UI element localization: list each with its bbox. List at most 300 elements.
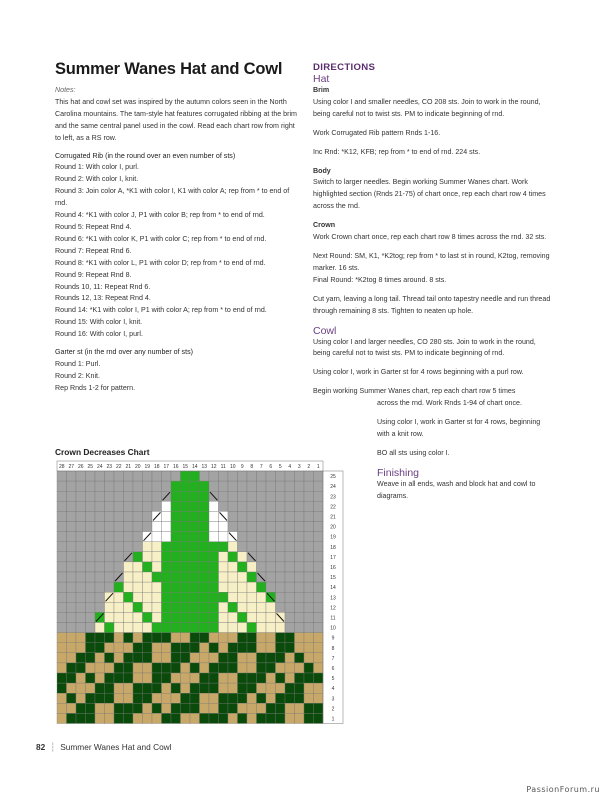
chart-cell (124, 633, 134, 643)
column-label: 12 (210, 464, 217, 470)
chart-cell (257, 542, 267, 552)
chart-svg (55, 460, 365, 734)
chart-cell (190, 592, 200, 602)
chart-cell (152, 653, 162, 663)
chart-cell (190, 643, 200, 653)
chart-cell (67, 532, 77, 542)
chart-cell (257, 673, 267, 683)
chart-cell (219, 643, 229, 653)
chart-cell (190, 511, 200, 521)
row-label: 17 (330, 554, 336, 561)
chart-cell (95, 542, 105, 552)
chart-cell (86, 501, 96, 511)
chart-cell (86, 572, 96, 582)
chart-cell (200, 683, 210, 693)
chart-cell (219, 663, 229, 673)
chart-cell (209, 532, 219, 542)
column-label: 17 (163, 464, 170, 470)
chart-cell (105, 703, 115, 713)
chart-cell (86, 481, 96, 491)
chart-cell (162, 572, 172, 582)
chart-cell (162, 542, 172, 552)
chart-cell (314, 522, 324, 532)
chart-cell (171, 653, 181, 663)
chart-cell (152, 703, 162, 713)
chart-cell (257, 552, 267, 562)
chart-cell (276, 552, 286, 562)
chart-cell (314, 481, 324, 491)
chart-cell (152, 673, 162, 683)
column-label: 19 (144, 464, 151, 470)
chart-cell (105, 562, 115, 572)
chart-cell (219, 653, 229, 663)
chart-cell (114, 643, 124, 653)
chart-cell (57, 653, 67, 663)
chart-cell (143, 602, 153, 612)
chart-cell (76, 673, 86, 683)
chart-cell (162, 693, 172, 703)
chart-cell (181, 542, 191, 552)
chart-cell (114, 693, 124, 703)
chart-cell (238, 532, 248, 542)
chart-cell (209, 542, 219, 552)
chart-cell (257, 663, 267, 673)
chart-cell (114, 481, 124, 491)
chart-cell (219, 602, 229, 612)
chart-cell (228, 693, 238, 703)
chart-cell (133, 552, 143, 562)
chart-cell (133, 643, 143, 653)
cowl-paragraph-cont: across the rnd. Work Rnds 1-94 of chart once. (377, 399, 522, 408)
chart-cell (57, 693, 67, 703)
chart-cell (276, 673, 286, 683)
chart-cell (219, 572, 229, 582)
chart-cell (57, 663, 67, 673)
chart-cell (57, 673, 67, 683)
chart-cell (257, 501, 267, 511)
chart-cell (314, 713, 324, 723)
chart-cell (276, 562, 286, 572)
right-column (313, 62, 553, 503)
chart-cell (247, 602, 257, 612)
chart-cell (247, 653, 257, 663)
chart-cell (257, 582, 267, 592)
chart-cell (95, 643, 105, 653)
chart-cell (152, 522, 162, 532)
chart-cell (171, 663, 181, 673)
chart-cell (171, 633, 181, 643)
chart-cell (276, 572, 286, 582)
chart-cell (228, 522, 238, 532)
chart-cell (124, 542, 134, 552)
chart-cell (314, 501, 324, 511)
hat-title: Hat (313, 73, 330, 85)
chart-cell (133, 532, 143, 542)
chart-cell (209, 481, 219, 491)
chart-cell (219, 582, 229, 592)
row-label: 25 (330, 474, 336, 481)
chart-cell (228, 663, 238, 673)
chart-cell (257, 653, 267, 663)
chart-cell (162, 683, 172, 693)
chart-cell (86, 592, 96, 602)
cut-yarn-paragraph: Cut yarn, leaving a long tail. Thread tail onto tapestry needle and run thread through remaining 8 sts. Tighten to neaten up hole. (313, 294, 551, 315)
chart-cell (86, 511, 96, 521)
chart-cell (209, 643, 219, 653)
chart-cell (67, 562, 77, 572)
chart-cell (257, 562, 267, 572)
chart-cell (247, 491, 257, 501)
chart-cell (171, 481, 181, 491)
chart-cell (247, 683, 257, 693)
garter-row: Rep Rnds 1-2 for pattern. (55, 383, 136, 392)
chart-cell (171, 471, 181, 481)
corrugated-rib-row: Round 15: With color I, knit. (55, 318, 143, 327)
chart-cell (257, 602, 267, 612)
chart-cell (86, 623, 96, 633)
chart-cell (228, 713, 238, 723)
chart-cell (181, 643, 191, 653)
chart-cell (143, 582, 153, 592)
chart-cell (67, 623, 77, 633)
chart-cell (143, 491, 153, 501)
chart-cell (238, 693, 248, 703)
chart-cell (209, 653, 219, 663)
finishing-paragraph: Weave in all ends, wash and block hat and cowl to diagrams. (377, 479, 536, 500)
chart-cell (86, 562, 96, 572)
chart-cell (304, 683, 314, 693)
chart-cell (171, 501, 181, 511)
chart-cell (133, 602, 143, 612)
chart-cell (304, 501, 314, 511)
chart-cell (114, 633, 124, 643)
chart-cell (181, 552, 191, 562)
row-label: 21 (330, 514, 336, 521)
chart-cell (124, 643, 134, 653)
cowl-paragraph: Using color I, work in Garter st for 4 rows beginning with a purl row. (313, 368, 524, 377)
garter-row: Round 1: Purl. (55, 359, 101, 368)
chart-cell (238, 683, 248, 693)
corrugated-rib-row: Round 8: *K1 with color L, P1 with color D; rep from * to end of rnd. (55, 258, 266, 267)
chart-cell (238, 491, 248, 501)
chart-cell (200, 562, 210, 572)
chart-cell (152, 623, 162, 633)
chart-cell (143, 522, 153, 532)
chart-cell (162, 713, 172, 723)
chart-cell (133, 663, 143, 673)
chart-cell (247, 713, 257, 723)
chart-cell (209, 633, 219, 643)
chart-cell (76, 491, 86, 501)
crown-decreases-chart (55, 460, 365, 739)
chart-cell (57, 522, 67, 532)
column-label: 22 (115, 464, 122, 470)
chart-cell (266, 582, 276, 592)
chart-cell (162, 562, 172, 572)
chart-cell (276, 582, 286, 592)
column-label: 8 (250, 464, 254, 470)
column-label: 4 (288, 464, 292, 470)
chart-cell (304, 602, 314, 612)
chart-cell (285, 673, 295, 683)
chart-cell (86, 673, 96, 683)
chart-cell (105, 491, 115, 501)
chart-cell (152, 532, 162, 542)
chart-cell (266, 663, 276, 673)
chart-cell (162, 511, 172, 521)
chart-cell (314, 663, 324, 673)
chart-cell (152, 471, 162, 481)
chart-cell (238, 673, 248, 683)
chart-cell (171, 643, 181, 653)
left-column (55, 85, 300, 395)
column-label: 18 (153, 464, 160, 470)
chart-cell (57, 511, 67, 521)
chart-cell (76, 623, 86, 633)
chart-cell (314, 562, 324, 572)
column-label: 10 (229, 464, 236, 470)
column-label: 24 (96, 464, 103, 470)
chart-cell (247, 582, 257, 592)
column-label: 7 (259, 464, 263, 470)
chart-cell (76, 532, 86, 542)
chart-cell (171, 623, 181, 633)
chart-cell (247, 572, 257, 582)
chart-cell (200, 522, 210, 532)
row-label: 11 (330, 615, 336, 622)
chart-cell (219, 683, 229, 693)
chart-cell (95, 663, 105, 673)
chart-cell (314, 633, 324, 643)
chart-cell (105, 683, 115, 693)
column-label: 20 (134, 464, 141, 470)
chart-cell (295, 693, 305, 703)
chart-cell (124, 582, 134, 592)
chart-cell (257, 511, 267, 521)
chart-cell (162, 602, 172, 612)
chart-cell (95, 693, 105, 703)
chart-cell (162, 552, 172, 562)
chart-cell (190, 582, 200, 592)
chart-cell (266, 693, 276, 703)
chart-cell (190, 552, 200, 562)
chart-cell (209, 663, 219, 673)
chart-cell (314, 683, 324, 693)
brim-heading: Brim (313, 86, 330, 94)
chart-cell (67, 501, 77, 511)
footer-separator: ┆ (50, 742, 56, 752)
row-label: 7 (331, 655, 335, 662)
column-label: 6 (269, 464, 273, 470)
chart-cell (86, 713, 96, 723)
chart-cell (285, 693, 295, 703)
chart-cell (209, 511, 219, 521)
chart-cell (266, 633, 276, 643)
chart-cell (114, 683, 124, 693)
chart-cell (133, 522, 143, 532)
chart-cell (219, 693, 229, 703)
chart-cell (209, 501, 219, 511)
chart-cell (200, 532, 210, 542)
chart-cell (86, 663, 96, 673)
chart-cell (219, 532, 229, 542)
chart-cell (67, 552, 77, 562)
chart-cell (314, 623, 324, 633)
chart-cell (114, 582, 124, 592)
chart-cell (124, 703, 134, 713)
chart-cell (76, 511, 86, 521)
column-label: 3 (297, 464, 301, 470)
chart-cell (295, 562, 305, 572)
chart-cell (152, 582, 162, 592)
chart-cell (285, 542, 295, 552)
chart-cell (67, 582, 77, 592)
chart-cell (162, 582, 172, 592)
chart-cell (95, 522, 105, 532)
chart-cell (200, 623, 210, 633)
chart-cell (219, 501, 229, 511)
chart-cell (285, 471, 295, 481)
chart-cell (133, 542, 143, 552)
chart-cell (266, 481, 276, 491)
chart-cell (152, 602, 162, 612)
chart-cell (162, 623, 172, 633)
chart-cell (228, 562, 238, 572)
chart-cell (57, 542, 67, 552)
footer-title: Summer Wanes Hat and Cowl (60, 742, 172, 752)
chart-cell (285, 663, 295, 673)
chart-cell (124, 602, 134, 612)
chart-cell (124, 501, 134, 511)
chart-cell (276, 693, 286, 703)
chart-cell (181, 522, 191, 532)
row-label: 12 (330, 605, 336, 612)
chart-cell (200, 643, 210, 653)
chart-cell (247, 673, 257, 683)
chart-cell (304, 562, 314, 572)
chart-cell (190, 693, 200, 703)
chart-cell (181, 713, 191, 723)
chart-cell (200, 582, 210, 592)
chart-cell (266, 532, 276, 542)
corrugated-rib-row: Round 2: With color I, knit. (55, 175, 139, 184)
chart-cell (200, 511, 210, 521)
chart-cell (314, 643, 324, 653)
chart-cell (114, 511, 124, 521)
chart-cell (124, 511, 134, 521)
chart-cell (190, 663, 200, 673)
chart-cell (304, 673, 314, 683)
chart-cell (285, 572, 295, 582)
chart-cell (266, 522, 276, 532)
chart-cell (76, 713, 86, 723)
chart-cell (304, 663, 314, 673)
chart-cell (276, 491, 286, 501)
chart-cell (200, 481, 210, 491)
chart-cell (171, 612, 181, 622)
chart-cell (200, 673, 210, 683)
chart-cell (219, 481, 229, 491)
chart-cell (266, 703, 276, 713)
chart-cell (67, 511, 77, 521)
chart-cell (285, 653, 295, 663)
chart-cell (143, 673, 153, 683)
chart-cell (295, 592, 305, 602)
chart-cell (190, 501, 200, 511)
chart-cell (314, 471, 324, 481)
chart-cell (228, 633, 238, 643)
chart-cell (57, 643, 67, 653)
chart-cell (95, 582, 105, 592)
chart-cell (162, 663, 172, 673)
chart-cell (162, 501, 172, 511)
corrugated-rib-heading: Corrugated Rib (in the round over an even number of sts) (55, 151, 236, 160)
column-label: 15 (182, 464, 189, 470)
chart-cell (181, 673, 191, 683)
chart-cell (181, 683, 191, 693)
chart-cell (95, 713, 105, 723)
chart-cell (209, 522, 219, 532)
chart-cell (67, 471, 77, 481)
chart-cell (228, 582, 238, 592)
chart-cell (285, 623, 295, 633)
corrugated-rib-row: Round 7: Repeat Rnd 6. (55, 246, 132, 255)
chart-cell (219, 552, 229, 562)
chart-cell (143, 471, 153, 481)
row-label: 2 (331, 706, 335, 713)
row-label: 16 (330, 564, 336, 571)
chart-cell (219, 633, 229, 643)
chart-cell (67, 663, 77, 673)
chart-cell (314, 491, 324, 501)
chart-cell (247, 623, 257, 633)
crown-paragraph: Work Crown chart once, rep each chart row 8 times across the rnd. 32 sts. (313, 233, 547, 242)
chart-cell (285, 552, 295, 562)
chart-cell (190, 612, 200, 622)
chart-cell (238, 501, 248, 511)
chart-cell (114, 653, 124, 663)
chart-cell (209, 703, 219, 713)
chart-cell (238, 633, 248, 643)
row-label: 14 (330, 585, 336, 592)
notes-label: Notes: (55, 86, 76, 94)
directions-heading: DIRECTIONS (313, 62, 376, 73)
chart-cell (228, 673, 238, 683)
chart-cell (86, 653, 96, 663)
chart-cell (143, 592, 153, 602)
chart-cell (304, 582, 314, 592)
chart-cell (133, 673, 143, 683)
chart-cell (124, 612, 134, 622)
row-label: 20 (330, 524, 336, 531)
chart-cell (219, 713, 229, 723)
chart-cell (124, 693, 134, 703)
chart-cell (228, 501, 238, 511)
chart-cell (276, 663, 286, 673)
chart-cell (67, 602, 77, 612)
chart-cell (190, 713, 200, 723)
chart-cell (190, 481, 200, 491)
chart-cell (57, 491, 67, 501)
chart-cell (124, 623, 134, 633)
chart-cell (200, 491, 210, 501)
chart-cell (105, 542, 115, 552)
chart-cell (285, 643, 295, 653)
chart-cell (314, 572, 324, 582)
chart-cell (181, 703, 191, 713)
chart-cell (143, 481, 153, 491)
chart-cell (228, 542, 238, 552)
